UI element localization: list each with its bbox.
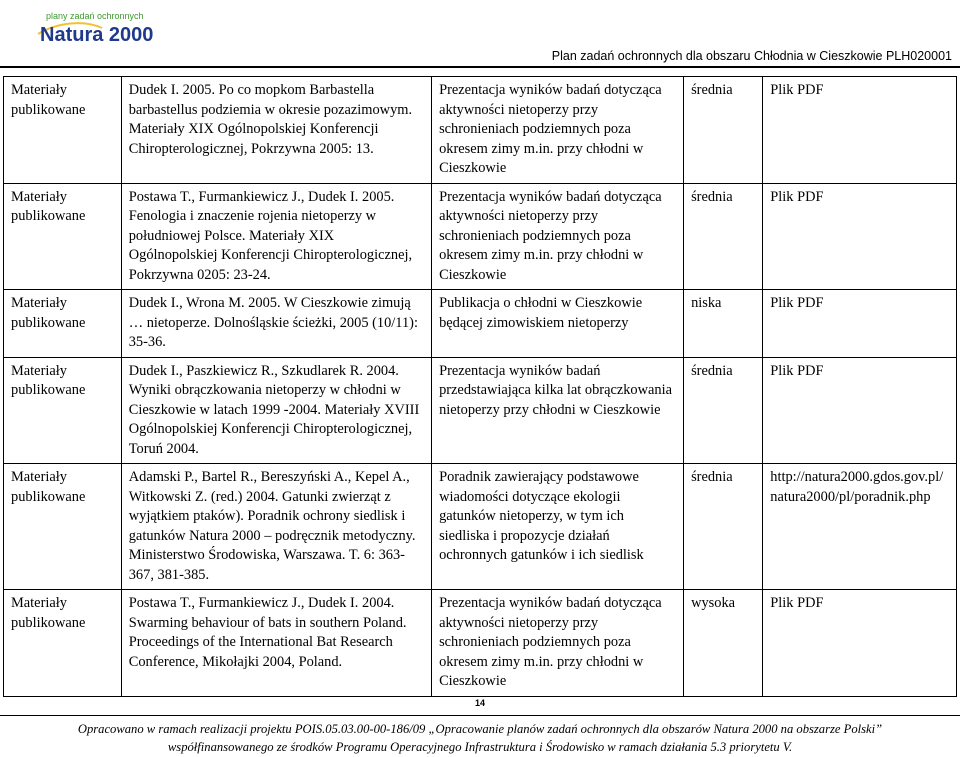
- description-cell: Prezentacja wyników badań dotycząca aktywności nietoperzy przy schronieniach podziemnych poza okresem zimy m.in. przy chłodni w Cieszkowie: [432, 590, 684, 697]
- material-type-cell: Materiały publikowane: [4, 183, 122, 290]
- table-row: [4, 357, 957, 464]
- footer-line-1: Opracowano w ramach realizacji projektu POIS.05.03.00-00-186/09 „Opracowanie planów zadań ochronnych dla obszarów Natura 2000 na obszarze Polski”: [77, 722, 883, 736]
- table-row: [4, 464, 957, 590]
- materials-table: [3, 76, 957, 697]
- source-cell: Plik PDF: [763, 357, 957, 464]
- rating-cell: średnia: [684, 464, 763, 590]
- rating-cell: średnia: [684, 77, 763, 184]
- table-row: [4, 77, 957, 184]
- citation-cell: Postawa T., Furmankiewicz J., Dudek I. 2004. Swarming behaviour of bats in southern Poland. Proceedings of the International Bat Research Conference, Mikołajki 2004, Poland.: [121, 590, 431, 697]
- logo-tagline: plany zadań ochronnych: [46, 11, 144, 21]
- citation-cell: Postawa T., Furmankiewicz J., Dudek I. 2005. Fenologia i znaczenie rojenia nietoperzy w południowej Polsce. Materiały XIX Ogólnopolskiej Konferencji Chiropterologicznej, Pokrzywna 0205: 23-24.: [121, 183, 431, 290]
- material-type-cell: Materiały publikowane: [4, 357, 122, 464]
- table-row: [4, 590, 957, 697]
- footer: [0, 720, 960, 756]
- citation-cell: Dudek I., Paszkiewicz R., Szkudlarek R. 2004. Wyniki obrączkowania nietoperzy w chłodni w Cieszkowie w latach 1999 -2004. Materiały XVIII Ogólnopolskiej Konferencji Chiropterologicznej, Toruń 2004.: [121, 357, 431, 464]
- material-type-cell: Materiały publikowane: [4, 464, 122, 590]
- table-row: [4, 290, 957, 358]
- page-number: 14: [474, 698, 485, 708]
- source-link[interactable]: http://natura2000.gdos.gov.pl/natura2000/pl/poradnik.php: [763, 464, 957, 590]
- citation-cell: Dudek I., Wrona M. 2005. W Cieszkowie zimują … nietoperze. Dolnośląskie ścieżki, 2005 (10/11): 35-36.: [121, 290, 431, 358]
- footer-divider: [0, 715, 960, 716]
- natura-2000-logo: [36, 8, 164, 46]
- source-cell: Plik PDF: [763, 290, 957, 358]
- table-row: [4, 183, 957, 290]
- material-type-cell: Materiały publikowane: [4, 590, 122, 697]
- citation-cell: Adamski P., Bartel R., Bereszyński A., Kepel A., Witkowski Z. (red.) 2004. Gatunki zwierząt z wyjątkiem ptaków). Poradnik ochrony siedlisk i gatunków Natura 2000 – podręcznik metodyczny. Ministerstwo Środowiska, Warszawa. T. 6: 363-367, 381-385.: [121, 464, 431, 590]
- source-cell: Plik PDF: [763, 183, 957, 290]
- rating-cell: niska: [684, 290, 763, 358]
- source-cell: Plik PDF: [763, 77, 957, 184]
- footer-line-2: współfinansowanego ze środków Programu Operacyjnego Infrastruktura i Środowisko w ramach działania 5.3 priorytetu V.: [167, 740, 793, 754]
- material-type-cell: Materiały publikowane: [4, 77, 122, 184]
- description-cell: Poradnik zawierający podstawowe wiadomości dotyczące ekologii gatunków nietoperzy, w tym ich siedliska i propozycje działań ochronnych gatunków i ich siedlisk: [432, 464, 684, 590]
- logo-wordmark: Natura 2000: [40, 24, 154, 46]
- rating-cell: średnia: [684, 357, 763, 464]
- source-cell: Plik PDF: [763, 590, 957, 697]
- rating-cell: średnia: [684, 183, 763, 290]
- header-divider: [0, 66, 960, 68]
- rating-cell: wysoka: [684, 590, 763, 697]
- description-cell: Prezentacja wyników badań dotycząca aktywności nietoperzy przy schronieniach podziemnych poza okresem zimy m.in. przy chłodni w Cieszkowie: [432, 183, 684, 290]
- citation-cell: Dudek I. 2005. Po co mopkom Barbastella barbastellus podziemia w okresie pozazimowym. Materiały XIX Ogólnopolskiej Konferencji Chiropterologicznej, Pokrzywna 2005: 13.: [121, 77, 431, 184]
- document-header-title: Plan zadań ochronnych dla obszaru Chłodnia w Cieszkowie PLH020001: [551, 49, 952, 63]
- material-type-cell: Materiały publikowane: [4, 290, 122, 358]
- description-cell: Prezentacja wyników badań dotycząca aktywności nietoperzy przy schronieniach podziemnych poza okresem zimy m.in. przy chłodni w Cieszkowie: [432, 77, 684, 184]
- description-cell: Prezentacja wyników badań przedstawiająca kilka lat obrączkowania nietoperzy przy chłodni w Cieszkowie: [432, 357, 684, 464]
- description-cell: Publikacja o chłodni w Cieszkowie będącej zimowiskiem nietoperzy: [432, 290, 684, 358]
